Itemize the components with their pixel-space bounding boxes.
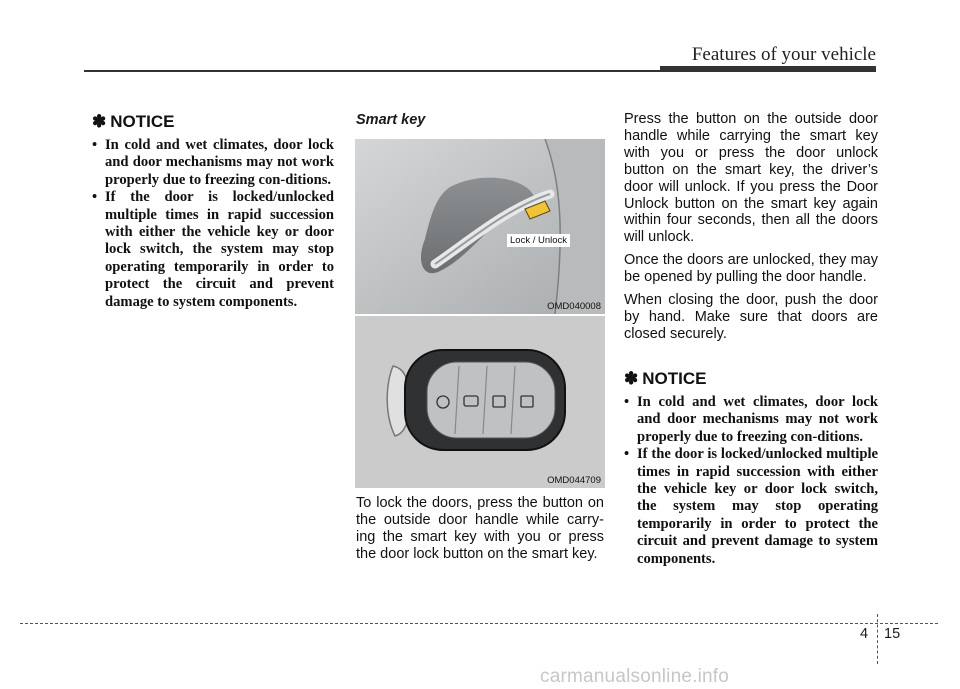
- paragraph: Once the doors are unlocked, they may be opened by pulling the door handle.: [624, 252, 878, 286]
- chapter-number: 4: [860, 626, 869, 642]
- notice-bullet: • If the door is locked/unlocked multiple times in rapid succession with either the vehicle key or door lock switch, the system may stop operating temporarily in order to protect the circuit and prevent damage to system components.: [92, 189, 334, 310]
- footer-divider: [877, 614, 878, 664]
- notice-left: [92, 112, 334, 311]
- notice-bullet: • In cold and wet climates, door lock and door mechanisms may not work properly due to freezing con-ditions.: [92, 137, 334, 188]
- section-title: Features of your vehicle: [691, 44, 876, 65]
- right-column-text: [624, 111, 878, 349]
- watermark: carmanualsonline.info: [540, 666, 730, 687]
- paragraph: When closing the door, push the door by hand. Make sure that doors are closed securely.: [624, 292, 878, 342]
- notice-bullets: [624, 394, 878, 568]
- smart-key-fob-figure: [355, 316, 605, 488]
- notice-bullet: • In cold and wet climates, door lock and door mechanisms may not work properly due to freezing con-ditions.: [624, 394, 878, 445]
- notice-right: [624, 369, 878, 568]
- header-rule-thick: [660, 66, 876, 72]
- door-handle-figure: [355, 139, 605, 314]
- door-handle-illustration: [355, 139, 605, 314]
- smart-key-heading: Smart key: [356, 112, 426, 128]
- figure-code: OMD044709: [547, 475, 601, 486]
- notice-heading: ✽ NOTICE: [624, 369, 707, 388]
- smart-key-illustration: [355, 316, 605, 488]
- notice-heading: ✽ NOTICE: [92, 112, 175, 131]
- notice-bullets: [92, 137, 334, 311]
- footer-rule: [20, 623, 938, 624]
- page-number: 15: [884, 626, 901, 642]
- lock-doors-paragraph: To lock the doors, press the button on the outside door handle while carry-ing the smart key with you or press the door lock button on the smart key.: [356, 495, 604, 562]
- lock-unlock-callout: Lock / Unlock: [507, 234, 570, 247]
- star-icon: ✽: [624, 369, 639, 388]
- notice-bullet: • If the door is locked/unlocked multiple times in rapid succession with either the vehicle key or door lock switch, the system may stop operating temporarily in order to protect the circuit and prevent damage to system components.: [624, 446, 878, 567]
- figure-code: OMD040008: [547, 301, 601, 312]
- header-rule: [84, 70, 660, 72]
- paragraph: Press the button on the outside door handle while carrying the smart key with you or press the door unlock button on the smart key, the driver’s door will unlock. If you press the Door Unlock button on the smart key again within four seconds, then all the doors will unlock.: [624, 111, 878, 246]
- star-icon: ✽: [92, 112, 107, 131]
